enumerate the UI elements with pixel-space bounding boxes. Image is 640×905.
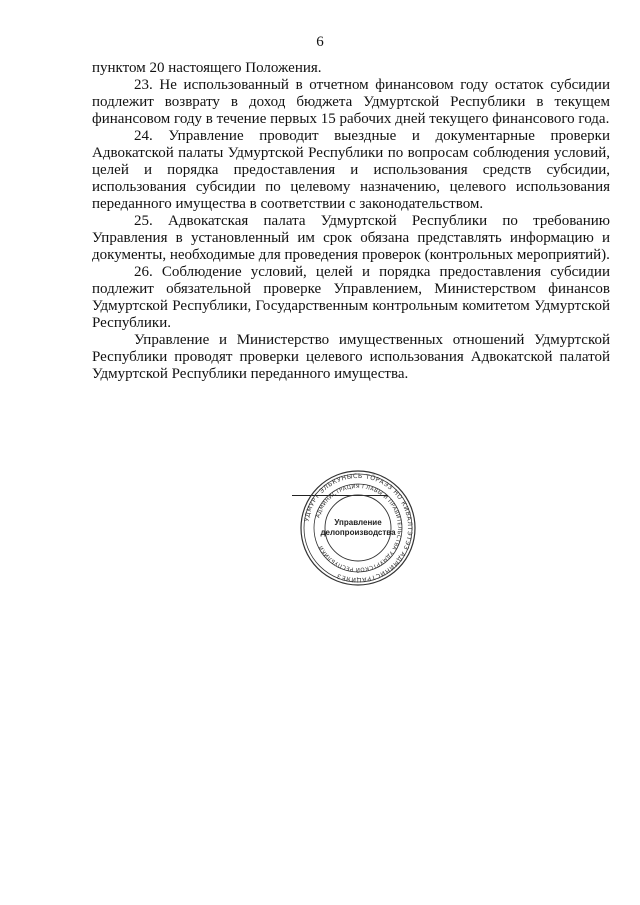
document-body — [92, 60, 610, 383]
paragraph-closing: Управление и Министерство имущественных отношений Удмуртской Республики проводят проверки целевого использования Адвокатской палатой Удмуртской Республики переданного имущества. — [92, 332, 610, 382]
paragraph-24: 24. Управление проводит выездные и документарные проверки Адвокатской палаты Удмуртской Республики по вопросам соблюдения условий, целей и порядка предоставления и использования средств субсидии, использования субсидии по целевому назначению, целевого использования переданного имущества в соответствии с законодательством. — [92, 128, 610, 212]
stamp-center-line-2: делопроизводства — [320, 528, 396, 537]
paragraph-26: 26. Соблюдение условий, целей и порядка предоставления субсидии подлежит обязательной проверке Управлением, Министерством финансов Удмуртской Республики, Государственным контрольным комитетом Удмуртской Республики. — [92, 264, 610, 331]
paragraph-23: 23. Не использованный в отчетном финансовом году остаток субсидии подлежит возврату в доход бюджета Удмуртской Республики в текущем финансовом году в течение первых 15 рабочих дней текущего финансового года. — [92, 77, 610, 127]
official-stamp — [298, 468, 438, 588]
stamp-center-line-1: Управление — [334, 518, 382, 527]
page-number: 6 — [316, 34, 324, 50]
paragraph-25: 25. Адвокатская палата Удмуртской Республики по требованию Управления в установленный им срок обязана представлять информацию и документы, необходимые для проведения проверок (контрольных мероприятий). — [92, 213, 610, 263]
stamp-ring-inner-text: АДМИНИСТРАЦИЯ ГЛАВЫ И ПРАВИТЕЛЬСТВА УДМУРТСКОЙ РЕСПУБЛИКИ — [315, 483, 403, 573]
paragraph-continuation: пунктом 20 настоящего Положения. — [92, 60, 322, 76]
stamp-ring-outer-text: УДМУРТ ЭЛЬКУНЫСЬ ТӦРАЭЗ НО КИВАЛТЭТЭЗ АДМИНИСТРАЦИЯЕЗ — [303, 472, 414, 584]
